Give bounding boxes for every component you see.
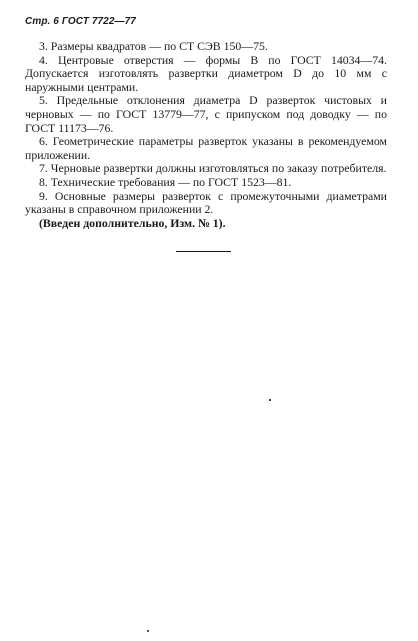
scan-speck (147, 630, 149, 632)
item-3: 3. Размеры квадратов — по СТ СЭВ 150—75. (39, 39, 268, 53)
section-divider (176, 251, 231, 252)
scan-speck (269, 399, 271, 401)
page-header: Стр. 6 ГОСТ 7722—77 (25, 16, 136, 27)
item-5: 5. Предельные отклонения диаметра D разверток чистовых и черновых — по ГОСТ 13779—77, с припуском под доводку — по ГОСТ 11173—76. (25, 93, 387, 135)
item-9: 9. Основные размеры разверток с промежуточными диаметрами указаны в справочном приложении 2. (25, 188, 387, 217)
item-7: 7. Черновые развертки должны изготовляться по заказу потребителя. (39, 161, 387, 176)
amendment-note: (Введен дополнительно, Изм. № 1). (39, 215, 226, 230)
item-8: 8. Технические требования — по ГОСТ 1523—81. (39, 174, 292, 189)
item-6: 6. Геометрические параметры разверток указаны в рекомендуемом приложении. (25, 134, 387, 162)
document-body (25, 40, 387, 230)
item-4: 4. Центровые отверстия — формы B по ГОСТ 14034—74. Допускается изготовлять развертки диаметром D до 10 мм с наружными центрами. (25, 52, 387, 94)
